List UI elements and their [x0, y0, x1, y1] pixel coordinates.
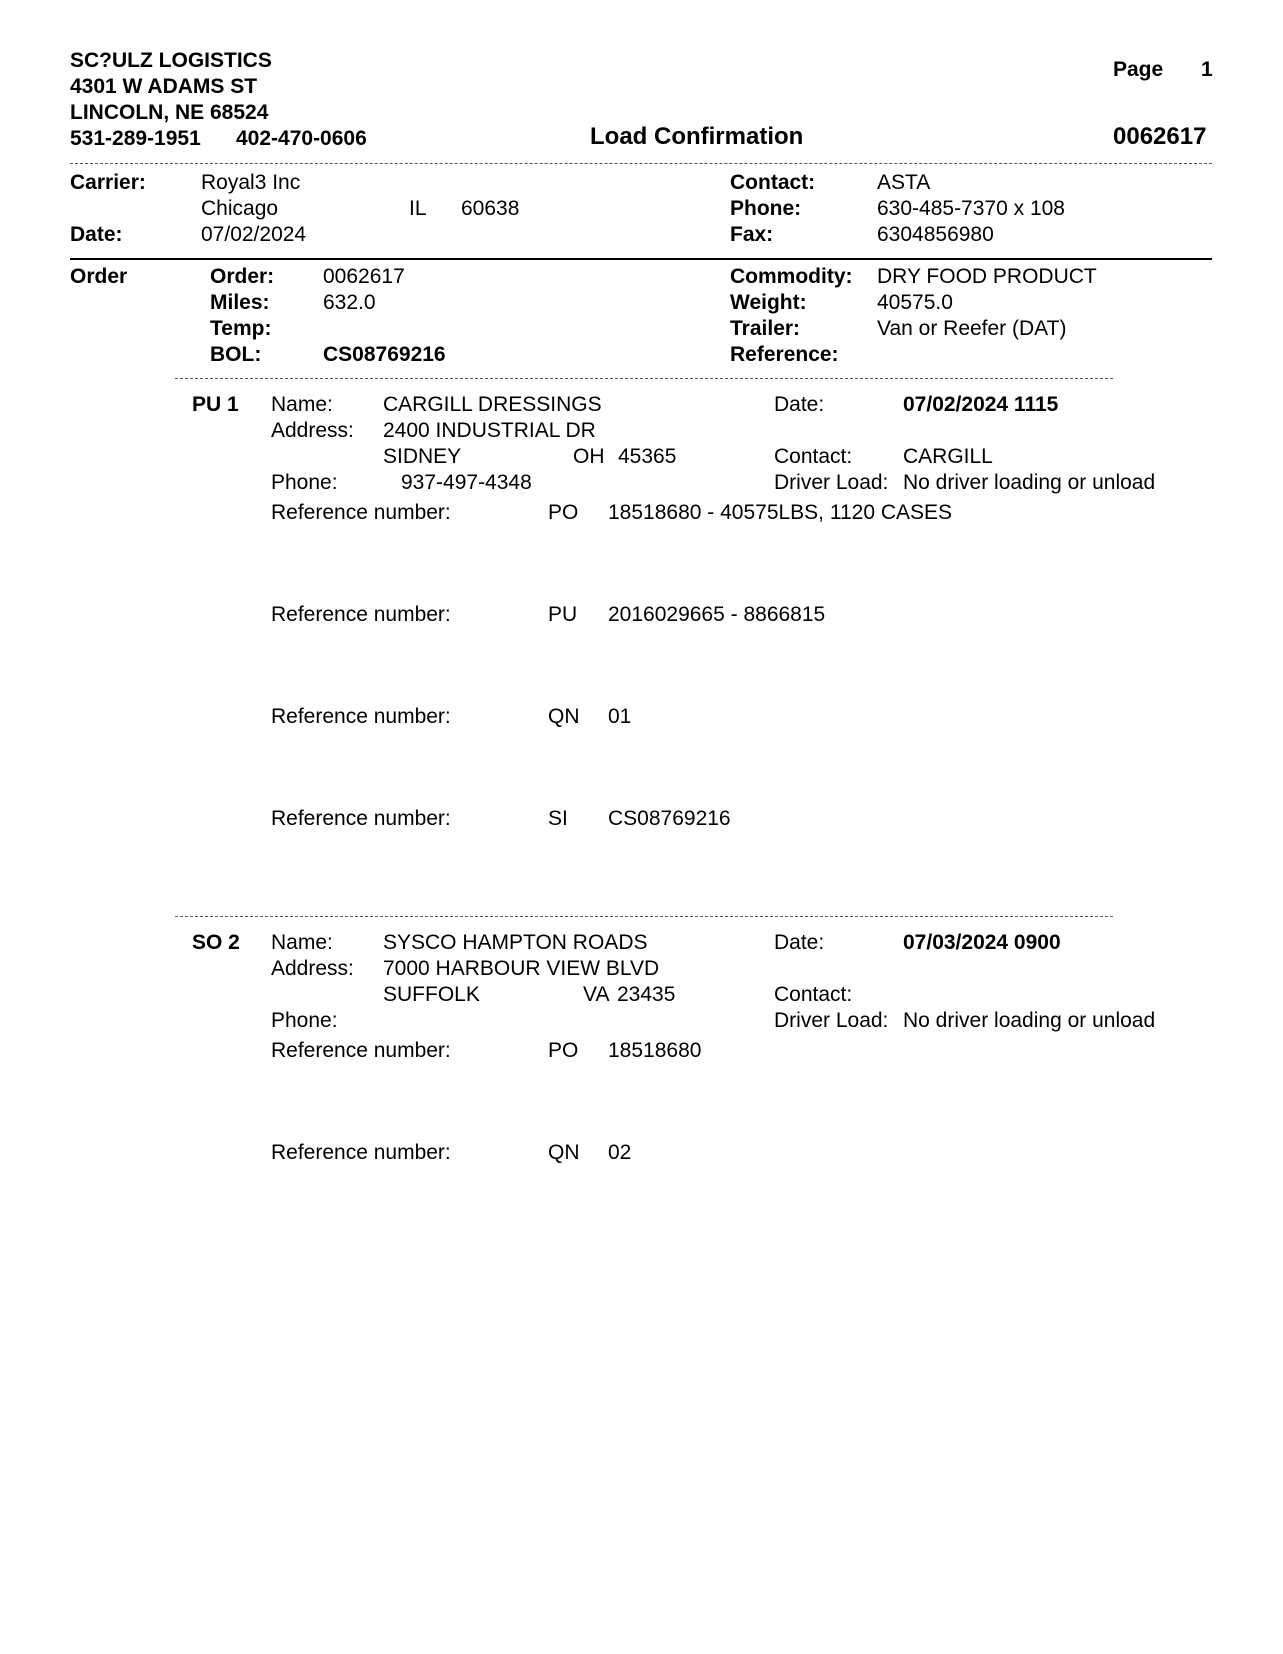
- trailer-value: Van or Reefer (DAT): [877, 317, 1067, 340]
- carrier-divider: [70, 258, 1212, 260]
- document-number: 0062617: [1113, 123, 1207, 150]
- confirmation-date: 07/02/2024: [201, 223, 307, 246]
- reference-type: SI: [548, 807, 568, 830]
- miles-label: Miles:: [210, 291, 270, 314]
- reference-type: QN: [548, 705, 580, 728]
- carrier-phone: 630-485-7370 x 108: [877, 197, 1065, 220]
- stop-divider: [175, 916, 1113, 917]
- stop-state: VA: [583, 983, 610, 1006]
- company-name: SC?ULZ LOGISTICS: [70, 49, 272, 72]
- reference-number-label: Reference number:: [271, 603, 451, 626]
- weight-label: Weight:: [730, 291, 807, 314]
- company-address: 4301 W ADAMS ST: [70, 75, 258, 98]
- carrier-city: Chicago: [201, 197, 279, 220]
- order-divider: [175, 378, 1113, 379]
- carrier-contact-label: Contact:: [730, 171, 816, 194]
- stop-date-label: Date:: [774, 393, 825, 416]
- bol-label: BOL:: [210, 343, 262, 366]
- reference-number-label: Reference number:: [271, 1141, 451, 1164]
- stop-driver-load-label: Driver Load:: [774, 471, 889, 494]
- stop-date: 07/03/2024 0900: [903, 931, 1061, 954]
- carrier-zip: 60638: [461, 197, 520, 220]
- carrier-fax-label: Fax:: [730, 223, 774, 246]
- bol-value: CS08769216: [323, 343, 446, 366]
- trailer-label: Trailer:: [730, 317, 801, 340]
- stop-driver-load: No driver loading or unload: [903, 1009, 1156, 1032]
- reference-value: 18518680 - 40575LBS, 1120 CASES: [608, 501, 953, 524]
- temp-label: Temp:: [210, 317, 272, 340]
- reference-value: CS08769216: [608, 807, 731, 830]
- header-divider: [70, 163, 1212, 164]
- carrier-name: Royal3 Inc: [201, 171, 301, 194]
- stop-driver-load-label: Driver Load:: [774, 1009, 889, 1032]
- stop-contact-label: Contact:: [774, 983, 853, 1006]
- stop-zip: 45365: [618, 445, 677, 468]
- reference-type: PO: [548, 1039, 579, 1062]
- reference-label: Reference:: [730, 343, 839, 366]
- stop-address-label: Address:: [271, 957, 354, 980]
- document-title: Load Confirmation: [590, 123, 804, 150]
- miles-value: 632.0: [323, 291, 376, 314]
- stop-name-label: Name:: [271, 931, 333, 954]
- carrier-contact: ASTA: [877, 171, 931, 194]
- stop-state: OH: [573, 445, 605, 468]
- commodity-label: Commodity:: [730, 265, 853, 288]
- stop-phone-label: Phone:: [271, 1009, 338, 1032]
- reference-type: PU: [548, 603, 578, 626]
- reference-value: 01: [608, 705, 632, 728]
- carrier-label: Carrier:: [70, 171, 146, 194]
- reference-type: PO: [548, 501, 579, 524]
- carrier-phone-label: Phone:: [730, 197, 802, 220]
- order-section-label: Order: [70, 265, 128, 288]
- stop-address: 2400 INDUSTRIAL DR: [383, 419, 596, 442]
- stop-city: SUFFOLK: [383, 983, 480, 1006]
- reference-number-label: Reference number:: [271, 705, 451, 728]
- page-label: Page: [1113, 58, 1164, 81]
- stop-phone-label: Phone:: [271, 471, 338, 494]
- weight-value: 40575.0: [877, 291, 953, 314]
- stop-code: PU 1: [192, 393, 239, 416]
- stop-phone: 937-497-4348: [401, 471, 532, 494]
- date-label: Date:: [70, 223, 123, 246]
- reference-value: 2016029665 - 8866815: [608, 603, 826, 626]
- stop-date: 07/02/2024 1115: [903, 393, 1059, 416]
- stop-contact-label: Contact:: [774, 445, 853, 468]
- commodity-value: DRY FOOD PRODUCT: [877, 265, 1097, 288]
- stop-zip: 23435: [617, 983, 676, 1006]
- reference-number-label: Reference number:: [271, 1039, 451, 1062]
- stop-name-label: Name:: [271, 393, 333, 416]
- stop-driver-load: No driver loading or unload: [903, 471, 1156, 494]
- stop-date-label: Date:: [774, 931, 825, 954]
- order-number: 0062617: [323, 265, 405, 288]
- reference-value: 02: [608, 1141, 632, 1164]
- carrier-state: IL: [409, 197, 427, 220]
- order-label: Order:: [210, 265, 275, 288]
- stop-code: SO 2: [192, 931, 240, 954]
- stop-city: SIDNEY: [383, 445, 462, 468]
- reference-value: 18518680: [608, 1039, 702, 1062]
- company-phone-2: 402-470-0606: [236, 127, 367, 150]
- company-city: LINCOLN, NE 68524: [70, 101, 269, 124]
- stop-address-label: Address:: [271, 419, 354, 442]
- carrier-fax: 6304856980: [877, 223, 994, 246]
- page-number: 1: [1201, 58, 1213, 81]
- stop-address: 7000 HARBOUR VIEW BLVD: [383, 957, 660, 980]
- reference-type: QN: [548, 1141, 580, 1164]
- company-phone-1: 531-289-1951: [70, 127, 201, 150]
- reference-number-label: Reference number:: [271, 501, 451, 524]
- reference-number-label: Reference number:: [271, 807, 451, 830]
- stop-name: CARGILL DRESSINGS: [383, 393, 602, 416]
- stop-name: SYSCO HAMPTON ROADS: [383, 931, 648, 954]
- stop-contact: CARGILL: [903, 445, 993, 468]
